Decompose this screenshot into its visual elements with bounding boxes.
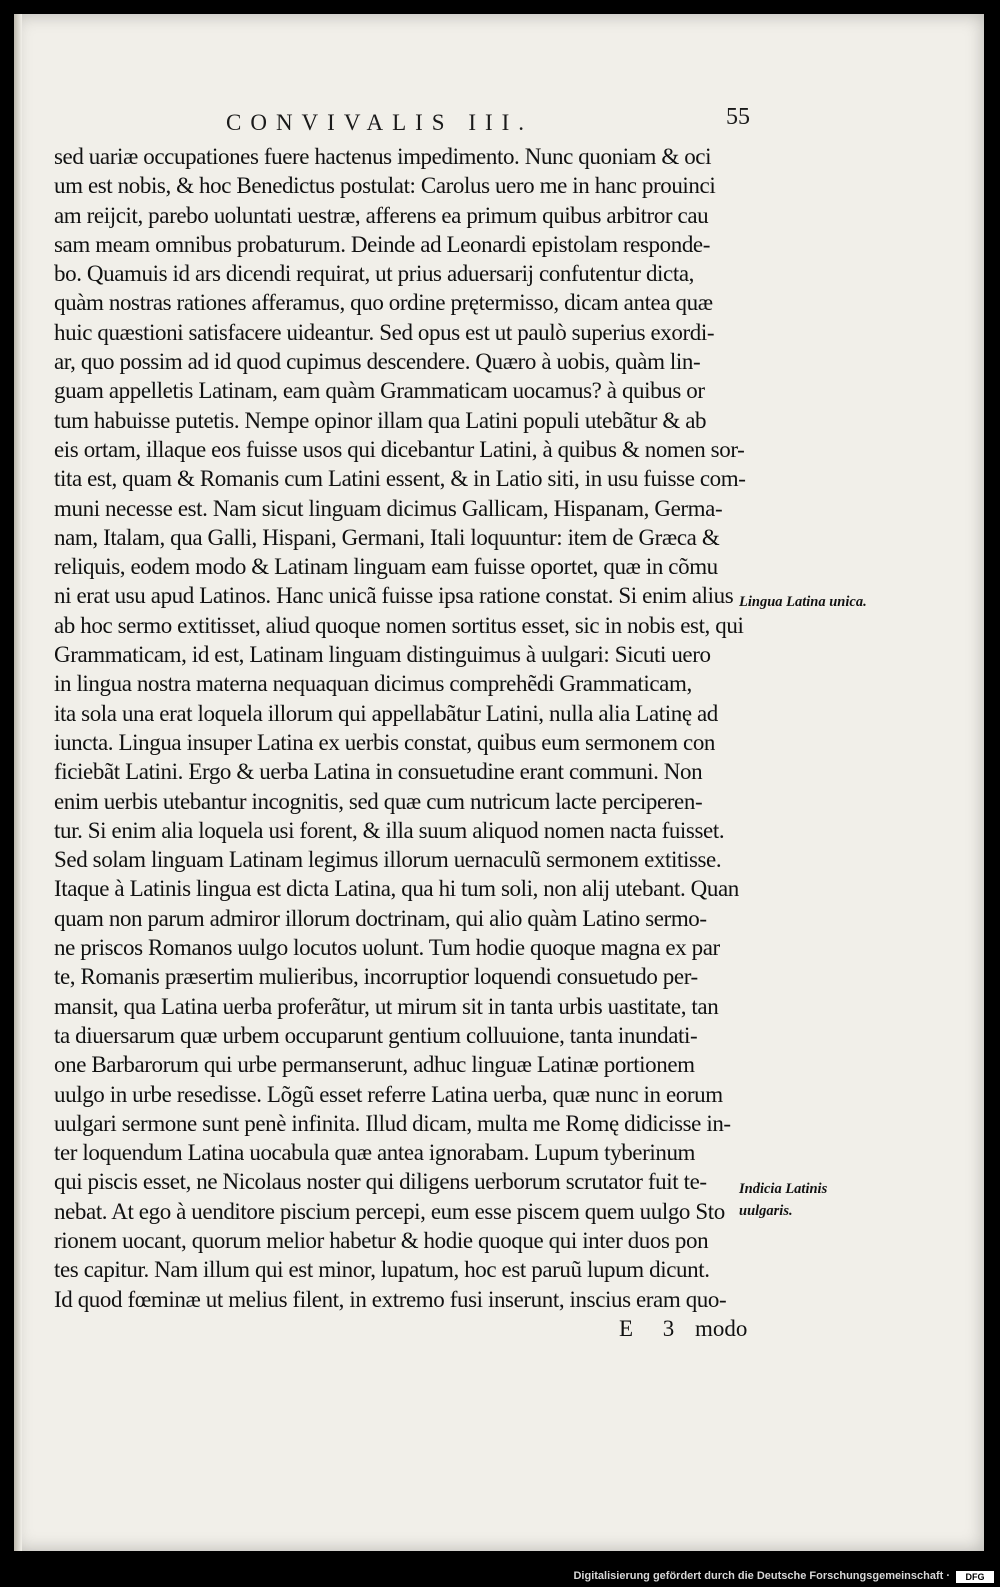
text-line: quàm nostras rationes afferamus, quo ordine prętermisso, dicam antea quæ [54,290,713,316]
text-line: in lingua nostra materna nequaquan dicimus comprehẽdi Grammaticam, [54,671,692,697]
text-line: tes capitur. Nam illum qui est minor, lupatum, hoc est paruũ lupum dicunt. [54,1257,710,1283]
page-gutter-shadow [14,14,22,1551]
text-line: Sed solam linguam Latinam legimus illorum uernaculũ sermonem extitisse. [54,847,722,873]
margin-note-lingua-latina: Lingua Latina unica. [739,594,867,610]
text-line: iuncta. Lingua insuper Latina ex uerbis constat, quibus eum sermonem con [54,729,716,755]
margin-note-indicia: Indicia Latinis uulgaris. [739,1181,828,1219]
text-line: nebat. At ego à uenditore piscium percepi, eum esse piscem quem uulgo Sto [54,1198,725,1224]
text-line: Grammaticam, id est, Latinam linguam distinguimus à uulgari: Sicuti uero [54,642,711,668]
text-line: one Barbarorum qui urbe permanserunt, adhuc linguæ Latinæ portionem [54,1052,695,1078]
text-line: guam appelletis Latinam, eam quàm Grammaticam uocamus? à quibus or [54,378,705,404]
text-line: Itaque à Latinis lingua est dicta Latina, qua hi tum soli, non alij utebant. Quan [54,876,739,902]
text-line: ter loquendum Latina uocabula quæ antea ignorabam. Lupum tyberinum [54,1140,696,1166]
text-line: ne priscos Romanos uulgo locutos uolunt. Tum hodie quoque magna ex par [54,935,720,961]
text-line: te, Romanis præsertim mulieribus, incorruptior loquendi consuetudo per- [54,964,698,990]
text-line: eis ortam, illaque eos fuisse usos qui dicebantur Latini, à quibus & nomen sor- [54,436,745,462]
text-line: muni necesse est. Nam sicut linguam dicimus Gallicam, Hispanam, Germa- [54,495,723,521]
text-line: Id quod fœminæ ut melius filent, in extremo fusi inserunt, inscius eram quo- [54,1286,727,1312]
running-head: CONVIVALIS III. [226,110,534,135]
text-line: quam non parum admiror illorum doctrinam, qui alio quàm Latino sermo- [54,905,707,931]
text-line: ab hoc sermo extitisset, aliud quoque nomen sortitus esset, sic in nobis est, qui [54,612,744,638]
body-text [54,142,754,1314]
text-line: uulgo in urbe resedisse. Lõgũ esset referre Latina uerba, quæ nunc in eorum [54,1081,723,1107]
text-line: ta diuersarum quæ urbem occuparunt gentium colluuione, tanta inundati- [54,1022,698,1048]
digitization-credit: Digitalisierung gefördert durch die Deutsche Forschungsgemeinschaft · [573,1570,950,1582]
text-line: qui piscis esset, ne Nicolaus noster qui diligens uerborum scrutator fuit te- [54,1169,707,1195]
text-line: mansit, qua Latina uerba proferãtur, ut mirum sit in tanta urbis uastitate, tan [54,993,719,1019]
dfg-logo: DFG [956,1571,994,1583]
text-line: ni erat usu apud Latinos. Hanc unicã fuisse ipsa ratione constat. Si enim alius [54,583,734,609]
text-line: tum habuisse putetis. Nempe opinor illam qua Latini populi utebãtur & ab [54,407,707,433]
text-line: tita est, quam & Romanis cum Latini essent, & in Latio siti, in usu fuisse com- [54,466,746,492]
text-line: tur. Si enim alia loquela usi forent, & illa suum aliquod nomen nacta fuisset. [54,817,725,843]
text-line: sed uariæ occupationes fuere hactenus impedimento. Nunc quoniam & oci [54,144,712,169]
book-page [14,14,984,1551]
text-line: ar, quo possim ad id quod cupimus descendere. Quæro à uobis, quàm lin- [54,349,701,375]
text-line: ficiebãt Latini. Ergo & uerba Latina in consuetudine erant communi. Non [54,759,703,785]
catchword: modo [695,1316,748,1341]
text-line: enim uerbis utebantur incognitis, sed quæ cum nutricum lacte perciperen- [54,788,703,814]
text-line: sam meam omnibus probaturum. Deinde ad Leonardi epistolam responde- [54,231,710,257]
text-line: reliquis, eodem modo & Latinam linguam eam fuisse oportet, quæ in cõmu [54,554,718,580]
text-line: uulgari sermone sunt penè infinita. Illud dicam, multa me Romę didicisse in- [54,1110,731,1136]
text-line: bo. Quamuis id ars dicendi requirat, ut prius aduersarij confutentur dicta, [54,261,694,287]
text-line: am reijcit, parebo uoluntati uestræ, afferens ea primum quibus arbitror cau [54,202,709,228]
signature-mark: E 3 [619,1316,687,1341]
text-line: huic quæstioni satisfacere uideantur. Sed opus est ut paulò superius exordi- [54,319,715,345]
text-line: um est nobis, & hoc Benedictus postulat: Carolus uero me in hanc prouinci [54,173,716,199]
text-line: rionem uocant, quorum melior habetur & hodie quoque qui inter duos pon [54,1227,709,1253]
page-number: 55 [726,104,750,130]
text-line: nam, Italam, qua Galli, Hispani, Germani, Itali loquuntur: item de Græca & [54,524,720,550]
text-line: ita sola una erat loquela illorum qui appellabãtur Latini, nulla alia Latinę ad [54,700,718,726]
